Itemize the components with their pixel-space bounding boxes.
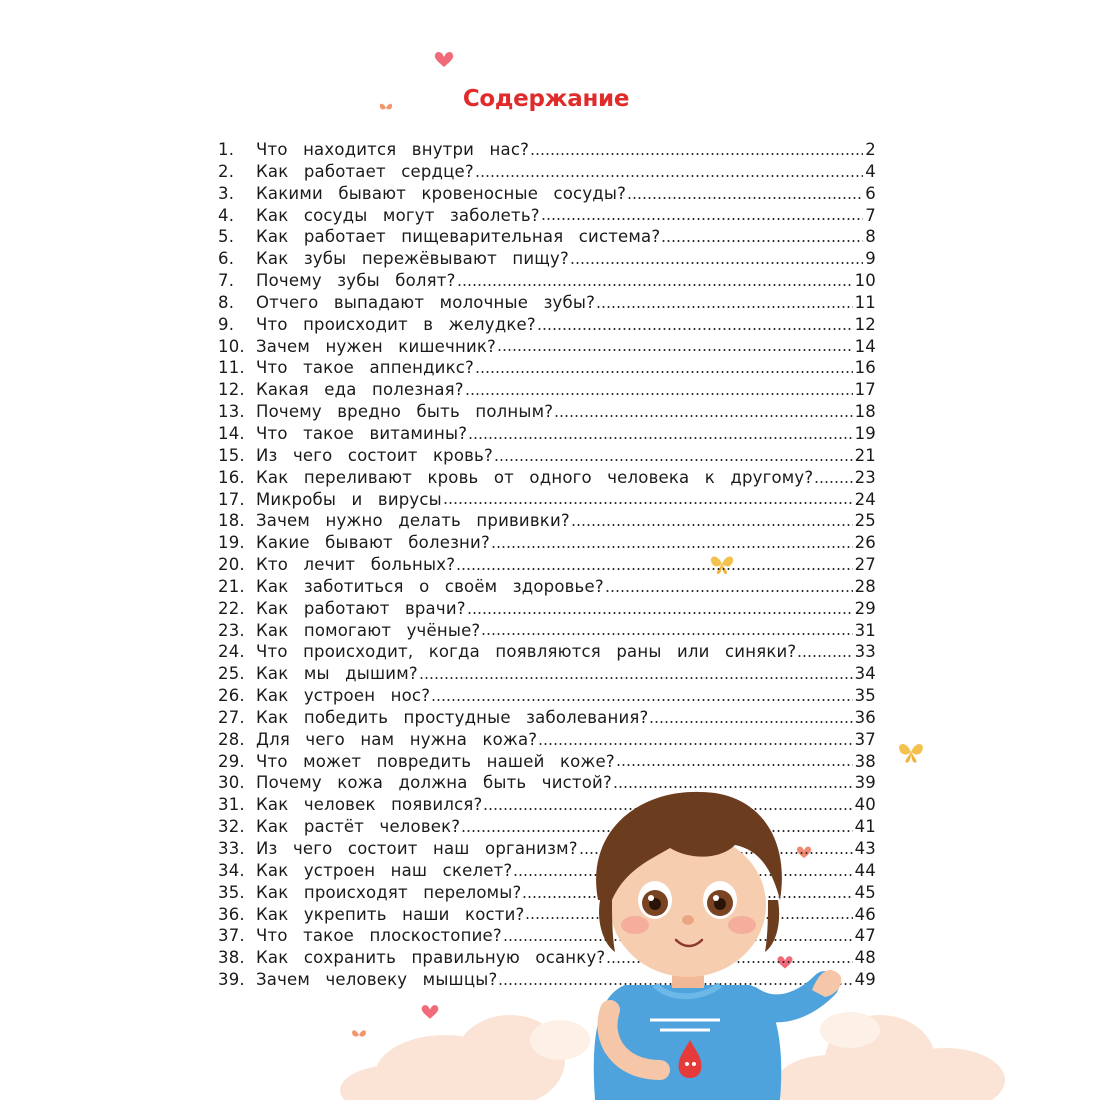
toc-leader-dots — [481, 632, 852, 636]
toc-entry — [218, 248, 876, 270]
toc-leader-dots — [419, 676, 853, 680]
toc-page-number: 24 — [854, 489, 876, 509]
toc-leader-dots — [661, 239, 863, 243]
toc-number: 25. — [218, 664, 245, 684]
toc-title: Как устроен нос? — [256, 686, 431, 706]
toc-number: 2. — [218, 161, 235, 181]
toc-number: 30. — [218, 773, 245, 793]
toc-entry — [218, 707, 876, 729]
toc-entry — [218, 423, 876, 445]
toc-number: 18. — [218, 511, 245, 531]
toc-page-number: 33 — [854, 642, 876, 662]
toc-title: Что происходит в желудке? — [256, 314, 536, 334]
toc-entry — [218, 620, 876, 642]
toc-number: 39. — [218, 970, 245, 990]
toc-number: 19. — [218, 533, 245, 553]
toc-leader-dots — [537, 327, 853, 331]
toc-entry — [218, 314, 876, 336]
toc-number: 37. — [218, 926, 245, 946]
toc-entry — [218, 576, 876, 598]
toc-number: 7. — [218, 271, 235, 291]
toc-title: Что такое плоскостопие? — [256, 926, 502, 946]
toc-title: Что происходит, когда появляются раны или синяки? — [256, 642, 797, 662]
toc-title: Зачем нужно делать прививки? — [256, 511, 570, 531]
toc-number: 15. — [218, 445, 245, 465]
toc-page-number: 11 — [854, 292, 876, 312]
toc-leader-dots — [457, 283, 853, 287]
toc-number: 3. — [218, 183, 235, 203]
toc-leader-dots — [538, 742, 852, 746]
toc-entry — [218, 685, 876, 707]
toc-title: Как заботиться о своём здоровье? — [256, 576, 604, 596]
toc-page-number: 28 — [854, 576, 876, 596]
toc-entry — [218, 663, 876, 685]
toc-page-number: 41 — [854, 817, 876, 837]
toc-entry — [218, 379, 876, 401]
toc-title: Как переливают кровь от одного человека к другому? — [256, 467, 814, 487]
toc-page-number: 29 — [854, 598, 876, 618]
toc-page-number: 35 — [854, 686, 876, 706]
toc-entry — [218, 467, 876, 489]
toc-number: 38. — [218, 948, 245, 968]
toc-number: 22. — [218, 598, 245, 618]
toc-title: Как мы дышим? — [256, 664, 418, 684]
toc-title: Как сосуды могут заболеть? — [256, 205, 540, 225]
toc-number: 8. — [218, 292, 235, 312]
toc-page-number: 14 — [854, 336, 876, 356]
toc-number: 27. — [218, 707, 245, 727]
toc-number: 23. — [218, 620, 245, 640]
toc-leader-dots — [467, 611, 853, 615]
toc-title: Для чего нам нужна кожа? — [256, 729, 538, 749]
toc-leader-dots — [814, 480, 852, 484]
toc-title: Что находится внутри нас? — [256, 140, 530, 159]
toc-page-number: 21 — [854, 445, 876, 465]
toc-title: Зачем нужен кишечник? — [256, 336, 497, 356]
toc-leader-dots — [571, 523, 853, 527]
toc-number: 13. — [218, 402, 245, 422]
toc-leader-dots — [616, 763, 853, 767]
toc-number: 28. — [218, 729, 245, 749]
toc-title: Что такое аппендикс? — [256, 358, 474, 378]
toc-number: 29. — [218, 751, 245, 771]
toc-leader-dots — [475, 174, 863, 178]
toc-page-number: 48 — [854, 948, 876, 968]
toc-page-number: 26 — [854, 533, 876, 553]
toc-number: 24. — [218, 642, 245, 662]
toc-title: Микробы и вирусы — [256, 489, 442, 509]
toc-leader-dots — [475, 370, 853, 374]
toc-leader-dots — [627, 196, 863, 200]
toc-entry — [218, 510, 876, 532]
toc-page-number: 39 — [854, 773, 876, 793]
toc-leader-dots — [456, 567, 852, 571]
toc-page-number: 10 — [854, 271, 876, 291]
toc-leader-dots — [554, 414, 852, 418]
toc-title: Как устроен наш скелет? — [256, 860, 513, 880]
toc-number: 5. — [218, 227, 235, 247]
toc-title: Какая еда полезная? — [256, 380, 464, 400]
toc-title: Из чего состоит кровь? — [256, 445, 493, 465]
toc-entry — [218, 183, 876, 205]
heart-icon — [433, 50, 455, 68]
toc-entry — [218, 445, 876, 467]
toc-leader-dots — [468, 436, 852, 440]
toc-leader-dots — [541, 217, 864, 221]
toc-title: Какие бывают болезни? — [256, 533, 490, 553]
toc-number: 26. — [218, 686, 245, 706]
toc-page-number: 36 — [854, 707, 876, 727]
toc-page-number: 25 — [854, 511, 876, 531]
toc-page-number: 18 — [854, 402, 876, 422]
toc-number: 34. — [218, 860, 245, 880]
toc-title: Как работает пищеварительная система? — [256, 227, 661, 247]
toc-page-number: 17 — [854, 380, 876, 400]
toc-entry — [218, 554, 876, 576]
toc-page-number: 43 — [854, 839, 876, 858]
toc-entry — [218, 161, 876, 183]
page-title: Содержание — [462, 86, 630, 112]
toc-page-number: 49 — [854, 970, 876, 990]
toc-title: Как работают врачи? — [256, 598, 466, 618]
toc-entry — [218, 598, 876, 620]
toc-number: 20. — [218, 555, 245, 575]
toc-page-number: 7 — [865, 205, 876, 225]
toc-entry — [218, 357, 876, 379]
toc-number: 4. — [218, 205, 235, 225]
toc-title: Зачем человеку мышцы? — [256, 970, 498, 990]
toc-page-number: 44 — [854, 860, 876, 880]
toc-entry — [218, 226, 876, 248]
toc-leader-dots — [530, 152, 863, 156]
toc-title: Как происходят переломы? — [256, 882, 522, 902]
toc-title: Как помогают учёные? — [256, 620, 481, 640]
toc-leader-dots — [797, 654, 852, 658]
toc-entry — [218, 729, 876, 751]
toc-entry — [218, 401, 876, 423]
toc-leader-dots — [494, 458, 853, 462]
toc-entry — [218, 270, 876, 292]
toc-title: Как победить простудные заболевания? — [256, 707, 649, 727]
toc-title: Кто лечит больных? — [256, 555, 456, 575]
toc-entry — [218, 641, 876, 663]
toc-entry — [218, 205, 876, 227]
toc-page-number: 8 — [865, 227, 876, 247]
toc-number: 35. — [218, 882, 245, 902]
toc-number: 36. — [218, 904, 245, 924]
toc-page-number: 16 — [854, 358, 876, 378]
toc-number: 32. — [218, 817, 245, 837]
toc-leader-dots — [431, 698, 852, 702]
toc-page-number: 2 — [865, 140, 876, 159]
toc-number: 33. — [218, 839, 245, 858]
toc-page-number: 31 — [854, 620, 876, 640]
toc-page-number: 46 — [854, 904, 876, 924]
toc-leader-dots — [465, 392, 853, 396]
toc-page-number: 12 — [854, 314, 876, 334]
toc-number: 1. — [218, 140, 235, 159]
toc-entry — [218, 489, 876, 511]
toc-title: Почему зубы болят? — [256, 271, 456, 291]
toc-title: Как зубы пережёвывают пищу? — [256, 249, 569, 269]
toc-title: Почему вредно быть полным? — [256, 402, 554, 422]
toc-entry — [218, 532, 876, 554]
toc-number: 9. — [218, 314, 235, 334]
toc-number: 11. — [218, 358, 245, 378]
toc-title: Отчего выпадают молочные зубы? — [256, 292, 596, 312]
child-illustration — [340, 770, 1100, 1100]
toc-title: Как сохранить правильную осанку? — [256, 948, 606, 968]
toc-leader-dots — [497, 348, 853, 352]
toc-page-number: 47 — [854, 926, 876, 946]
toc-title: Как укрепить наши кости? — [256, 904, 525, 924]
toc-page-number: 27 — [854, 555, 876, 575]
toc-title: Как человек появился? — [256, 795, 483, 815]
toc-title: Что такое витамины? — [256, 423, 468, 443]
toc-page-number: 6 — [865, 183, 876, 203]
toc-number: 31. — [218, 795, 245, 815]
toc-title: Какими бывают кровеносные сосуды? — [256, 183, 627, 203]
toc-number: 17. — [218, 489, 245, 509]
toc-page-number: 19 — [854, 423, 876, 443]
toc-entry — [218, 292, 876, 314]
butterfly-icon — [896, 740, 926, 764]
toc-leader-dots — [649, 720, 852, 724]
toc-page-number: 4 — [865, 161, 876, 181]
toc-number: 14. — [218, 423, 245, 443]
toc-entry — [218, 139, 876, 161]
toc-leader-dots — [491, 545, 853, 549]
toc-number: 21. — [218, 576, 245, 596]
toc-page-number: 23 — [854, 467, 876, 487]
toc-number: 16. — [218, 467, 245, 487]
toc-entry — [218, 336, 876, 358]
toc-page-number: 9 — [865, 249, 876, 269]
toc-number: 6. — [218, 249, 235, 269]
toc-title: Как работает сердце? — [256, 161, 474, 181]
toc-leader-dots — [570, 261, 863, 265]
toc-page-number: 45 — [854, 882, 876, 902]
toc-leader-dots — [443, 501, 853, 505]
toc-number: 10. — [218, 336, 245, 356]
toc-page-number: 38 — [854, 751, 876, 771]
toc-leader-dots — [596, 305, 853, 309]
toc-leader-dots — [605, 589, 853, 593]
toc-title: Как растёт человек? — [256, 817, 461, 837]
toc-page-number: 37 — [854, 729, 876, 749]
toc-page-number: 34 — [854, 664, 876, 684]
toc-number: 12. — [218, 380, 245, 400]
toc-title: Что может повредить нашей коже? — [256, 751, 615, 771]
toc-title: Из чего состоит наш организм? — [256, 839, 578, 858]
toc-title: Почему кожа должна быть чистой? — [256, 773, 612, 793]
toc-page-number: 40 — [854, 795, 876, 815]
